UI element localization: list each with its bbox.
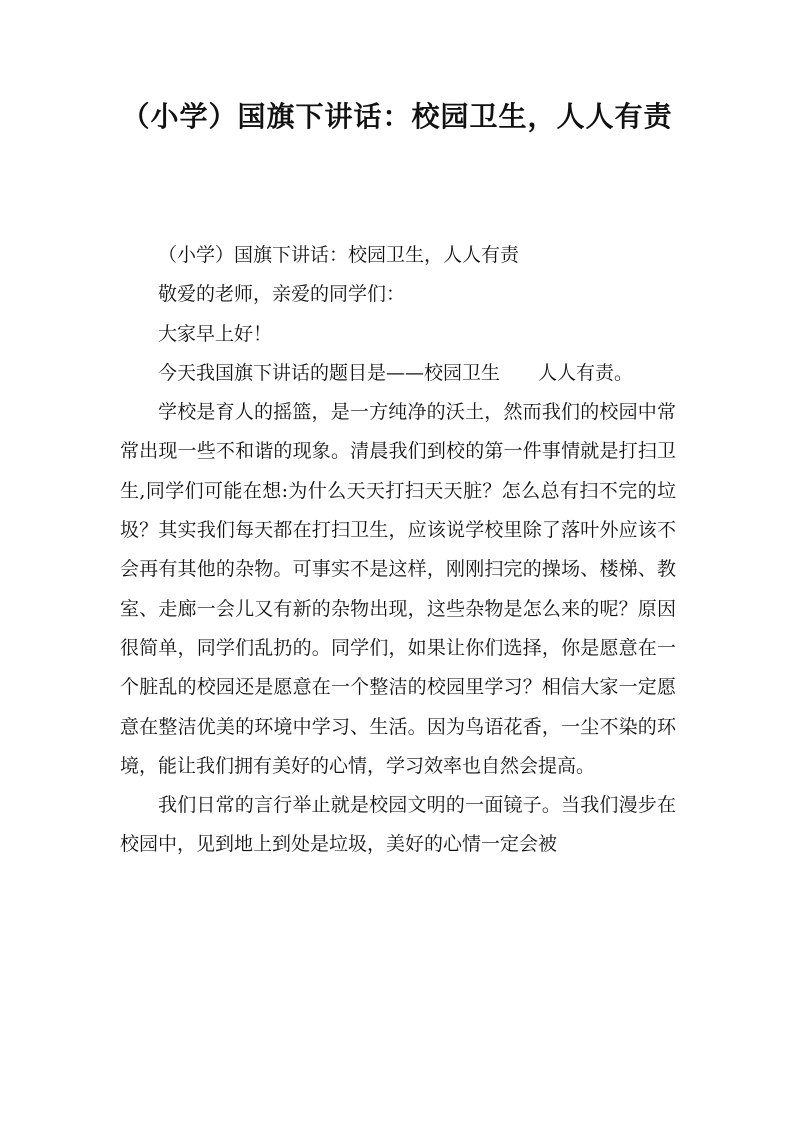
- document-title: （小学）国旗下讲话：校园卫生，人人有责: [121, 100, 673, 133]
- paragraph-salutation: 敬爱的老师，亲爱的同学们：: [158, 283, 406, 306]
- paragraph-body-2: 我们日常的言行举止就是校园文明的一面镜子。当我们漫步在校园中，见到地上到处是垃圾，美好的心情一定会被: [120, 794, 676, 856]
- paragraph-greeting: 大家早上好！: [158, 322, 273, 345]
- document-body: [120, 236, 676, 865]
- paragraph-subtitle: （小学）国旗下讲话：校园卫生，人人有责: [158, 244, 520, 266]
- paragraph-topic: 今天我国旗下讲话的题目是——校园卫生 人人有责。: [158, 361, 634, 384]
- paragraph-body-1: 学校是育人的摇篮，是一方纯净的沃土，然而我们的校园中常常出现一些不和谐的现象。清晨我们到校的第一件事情就是打扫卫生,同学们可能在想:为什么天天打扫天天脏？怎么总有扫不完的垃圾？其实我们每天都在打扫卫生，应该说学校里除了落叶外应该不会再有其他的杂物。可事实不是这样，刚刚扫完的操场、楼梯、教室、走廊一会儿又有新的杂物出现，这些杂物是怎么来的呢？原因很简单，同学们乱扔的。同学们，如果让你们选择，你是愿意在一个脏乱的校园还是愿意在一个整洁的校园里学习？相信大家一定愿意在整洁优美的环境中学习、生活。因为鸟语花香，一尘不染的环境，能让我们拥有美好的心情，学习效率也自然会提高。: [120, 401, 676, 777]
